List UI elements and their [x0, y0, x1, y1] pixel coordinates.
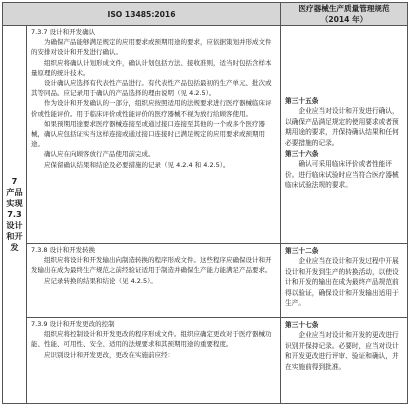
- regulation-article-37: 第三十七条 企业应当对设计和开发的更改进行识别并保持记录。必要时，应当对设计和开发更改进行评审、验证和确认，并在实施前得到批准。: [281, 318, 408, 404]
- chapter-label: 7 产品 实现 7.3 设计 和开发: [3, 26, 27, 404]
- iso-clause-7-3-8: 7.3.8 设计和开发转换 组织应将设计和开发输出向制造转换的程序形成文件。这些程序应确保设计和开发输出在成为最终生产规范之前经验证适用于制造并确保生产能力能满足产品要求。 应记录转换的结果和结论（见 4.2.5）。: [27, 244, 281, 318]
- table-header-row: [3, 3, 408, 26]
- table-row: [3, 26, 408, 244]
- iso-clause-7-3-9: 7.3.9 设计和开发更改的控制 组织应将控制设计和开发更改的程序形成文件。组织应确定更改对于医疗器械功能、性能、可用性、安全、适用的法规要求和其预期用途的重要程度。 应识别设计和开发更改，更改在实施前应经：: [27, 318, 281, 404]
- regulation-articles-35-36: 第三十五条 企业应当对设计和开发进行确认，以确保产品满足规定的使用要求或者预期用途的要求，并保持确认结果和任何必要措施的记录。 第三十六条 确认可采用临床评价或者性能评价。进行临床试验时应当符合医疗器械临床试验法规的要求。: [281, 26, 408, 244]
- iso-clause-7-3-7: 7.3.7 设计和开发确认 为确保产品能够满足规定的应用要求或预期用途的要求，应依据策划并形成文件的安排对设计和开发进行确认。 组织应将确认计划形成文件，确认计划包括方法、接收准则，适当时包括含样本量原理的统计技术。 设计确认应选择有代表性产品进行。有代表性产品包括最初的生产单元、批次或其等同品。应记录用于确认的产品选择的理由说明（见 4.2.5）。 作为设计和开发确认的一部分，组织应按照适用的法规要求进行医疗器械临床评价或性能评价。用于临床评价或性能评价的医疗器械不视为放行给顾客使用。 如果预期用途要求医疗器械连接至或通过接口连接至其他的一个或多个医疗器械，确认应包括证实当这样连接或通过接口连接时已满足规定的应用要求或预期用途。 确认应在向顾客放行产品使用前完成。 应保留确认结果和结论及必要措施的记录（见 4.2.4 和 4.2.5）。: [27, 26, 281, 244]
- article-title: 第三十二条: [285, 247, 319, 255]
- clause-heading: 7.3.7 设计和开发确认: [31, 28, 96, 36]
- clause-heading: 7.3.9 设计和开发更改的控制: [31, 320, 115, 328]
- comparison-table: [2, 2, 408, 404]
- article-title: 第三十六条: [285, 150, 319, 159]
- regulation-article-32: 第三十二条 企业应当在设计和开发过程中开展设计和开发到生产的转换活动，以使设计和开发的输出在成为最终产品规范前得以验证，确保设计和开发输出适用于生产。: [281, 244, 408, 318]
- clause-heading: 7.3.8 设计和开发转换: [31, 246, 96, 254]
- article-title: 第三十七条: [285, 321, 319, 329]
- article-title: 第三十五条: [285, 97, 319, 105]
- table-row: [3, 318, 408, 404]
- table-row: [3, 244, 408, 318]
- header-iso: ISO 13485:2016: [3, 3, 281, 26]
- header-regulation: 医疗器械生产质量管理规范 （2014 年）: [281, 3, 408, 26]
